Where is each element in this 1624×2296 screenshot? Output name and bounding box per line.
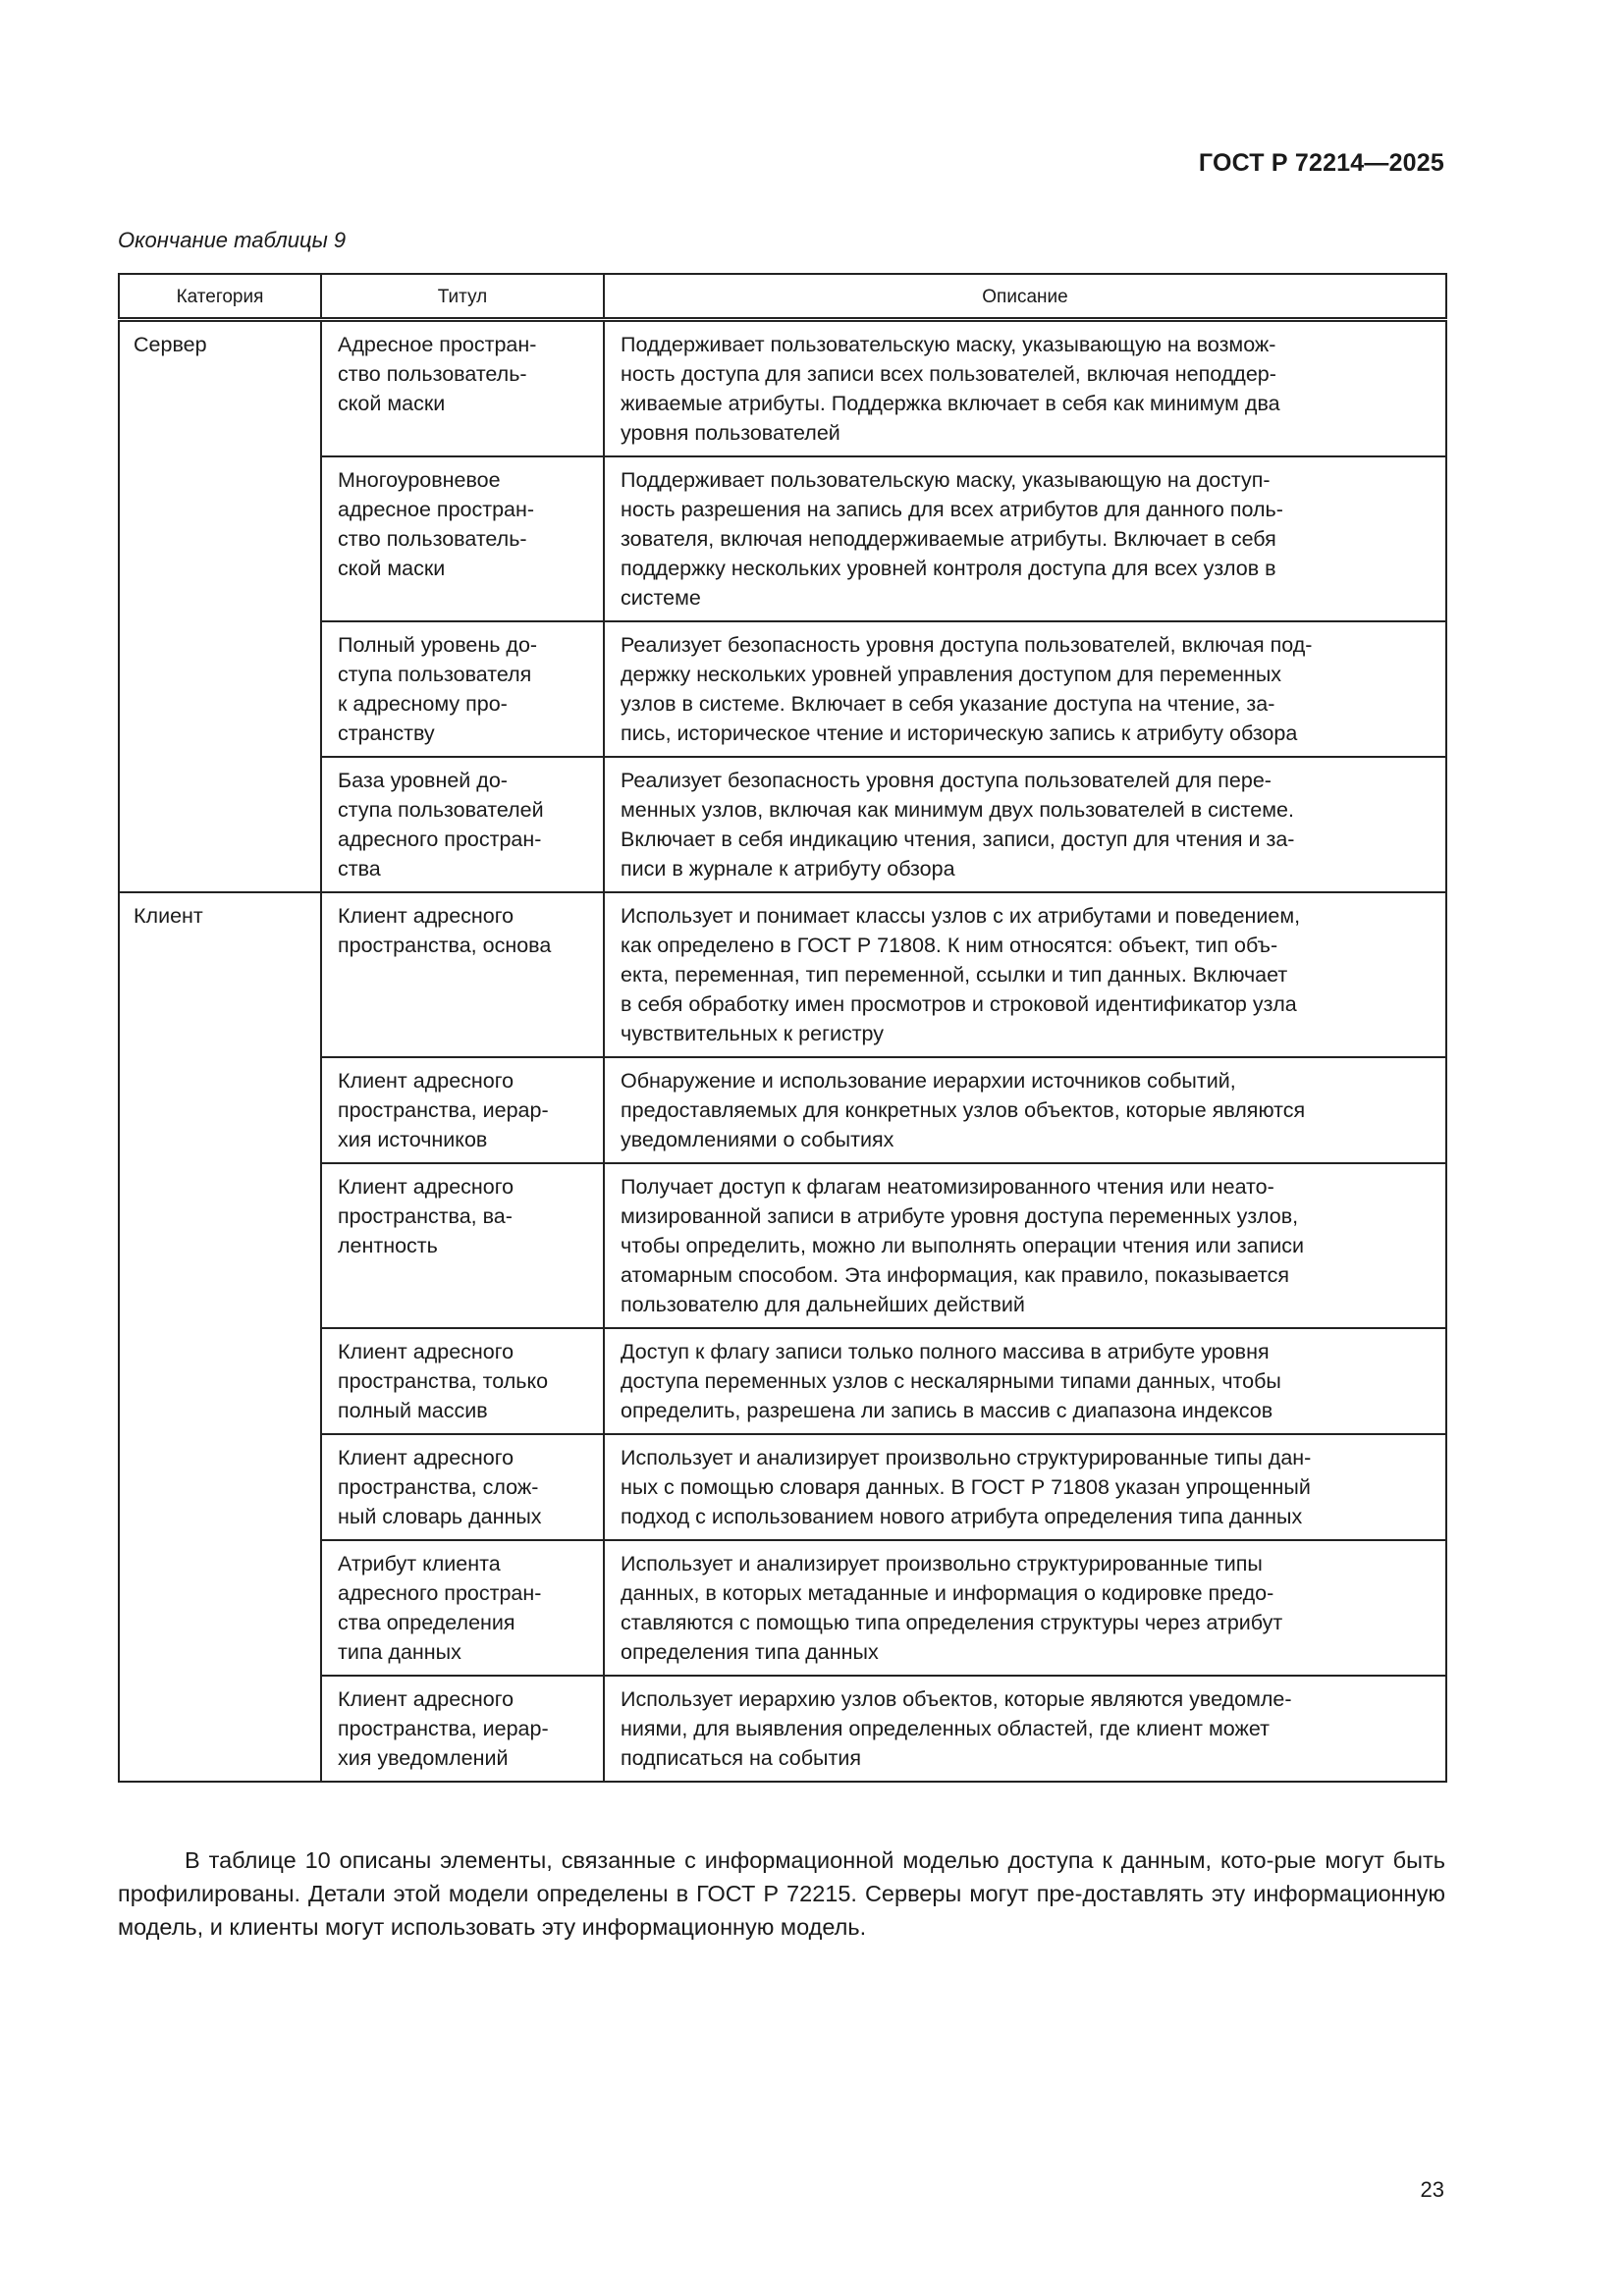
description-cell: Поддерживает пользовательскую маску, указывающую на возмож- ность доступа для записи всех пользователей, включая неподдер- живаемые атрибуты. Поддержка включает в себя как минимум два уровня пользователей (604, 320, 1446, 457)
title-cell: Многоуровневое адресное простран- ство пользователь- ской маски (321, 456, 604, 621)
title-cell: Клиент адресного пространства, слож- ный словарь данных (321, 1434, 604, 1540)
category-cell-client: Клиент (119, 892, 321, 1782)
description-cell: Реализует безопасность уровня доступа пользователей для пере- менных узлов, включая как минимум двух пользователей в системе. Включает в себя индикацию чтения, записи, доступ для чтения и за- писи в журнале к атрибуту обзора (604, 757, 1446, 892)
table-row (119, 892, 1446, 1057)
column-header-title: Титул (321, 274, 604, 320)
description-cell: Получает доступ к флагам неатомизированного чтения или неато- мизированной записи в атрибуте уровня доступа переменных узлов, чтобы определить, можно ли выполнять операции чтения или записи атомарным способом. Эта информация, как правило, показывается пользователю для дальнейших действий (604, 1163, 1446, 1328)
document-id-header: ГОСТ Р 72214—2025 (1198, 149, 1444, 177)
title-cell: Клиент адресного пространства, основа (321, 892, 604, 1057)
table-row (119, 320, 1446, 457)
column-header-description: Описание (604, 274, 1446, 320)
description-cell: Обнаружение и использование иерархии источников событий, предоставляемых для конкретных узлов объектов, которые являются уведомлениями о событиях (604, 1057, 1446, 1163)
column-header-category: Категория (119, 274, 321, 320)
description-cell: Использует иерархию узлов объектов, которые являются уведомле- ниями, для выявления определенных областей, где клиент может подписаться на события (604, 1676, 1446, 1782)
title-cell: Клиент адресного пространства, иерар- хия источников (321, 1057, 604, 1163)
body-paragraph (118, 1843, 1445, 1944)
description-cell: Использует и анализирует произвольно структурированные типы дан- ных с помощью словаря данных. В ГОСТ Р 71808 указан упрощенный подход с использованием нового атрибута определения типа данных (604, 1434, 1446, 1540)
description-cell: Поддерживает пользовательскую маску, указывающую на доступ- ность разрешения на запись для всех атрибутов для данного поль- зователя, включая неподдерживаемые атрибуты. Включает в себя поддержку нескольких уровней контроля доступа для всех узлов в системе (604, 456, 1446, 621)
title-cell: Полный уровень до- ступа пользователя к адресному про- странству (321, 621, 604, 757)
paragraph-text: В таблице 10 описаны элементы, связанные с информационной моделью доступа к данным, кото-рые могут быть профилированы. Детали этой модели определены в ГОСТ Р 72215. Серверы могут пре-доставлять эту информационную модель, и клиенты могут использовать эту информационную модель. (118, 1847, 1445, 1940)
table-header-row (119, 274, 1446, 320)
title-cell: Клиент адресного пространства, иерар- хия уведомлений (321, 1676, 604, 1782)
title-cell: Атрибут клиента адресного простран- ства определения типа данных (321, 1540, 604, 1676)
page-number: 23 (1420, 2177, 1444, 2202)
profile-table (118, 273, 1447, 1783)
description-cell: Использует и понимает классы узлов с их атрибутами и поведением, как определено в ГОСТ Р 71808. К ним относятся: объект, тип объ- екта, переменная, тип переменной, ссылки и тип данных. Включает в себя обработку имен просмотров и строковой идентификатор узла чувствительных к регистру (604, 892, 1446, 1057)
category-cell-server: Сервер (119, 320, 321, 893)
description-cell: Использует и анализирует произвольно структурированные типы данных, в которых метаданные и информация о кодировке предо- ставляются с помощью типа определения структуры через атрибут определения типа данных (604, 1540, 1446, 1676)
description-cell: Доступ к флагу записи только полного массива в атрибуте уровня доступа переменных узлов с нескалярными типами данных, чтобы определить, разрешена ли запись в массив с диапазона индексов (604, 1328, 1446, 1434)
table-caption: Окончание таблицы 9 (118, 228, 347, 252)
title-cell: Клиент адресного пространства, только полный массив (321, 1328, 604, 1434)
description-cell: Реализует безопасность уровня доступа пользователей, включая под- держку нескольких уровней управления доступом для переменных узлов в системе. Включает в себя указание доступа на чтение, за- пись, историческое чтение и историческую запись к атрибуту обзора (604, 621, 1446, 757)
title-cell: Адресное простран- ство пользователь- ской маски (321, 320, 604, 457)
title-cell: Клиент адресного пространства, ва- лентность (321, 1163, 604, 1328)
title-cell: База уровней до- ступа пользователей адресного простран- ства (321, 757, 604, 892)
